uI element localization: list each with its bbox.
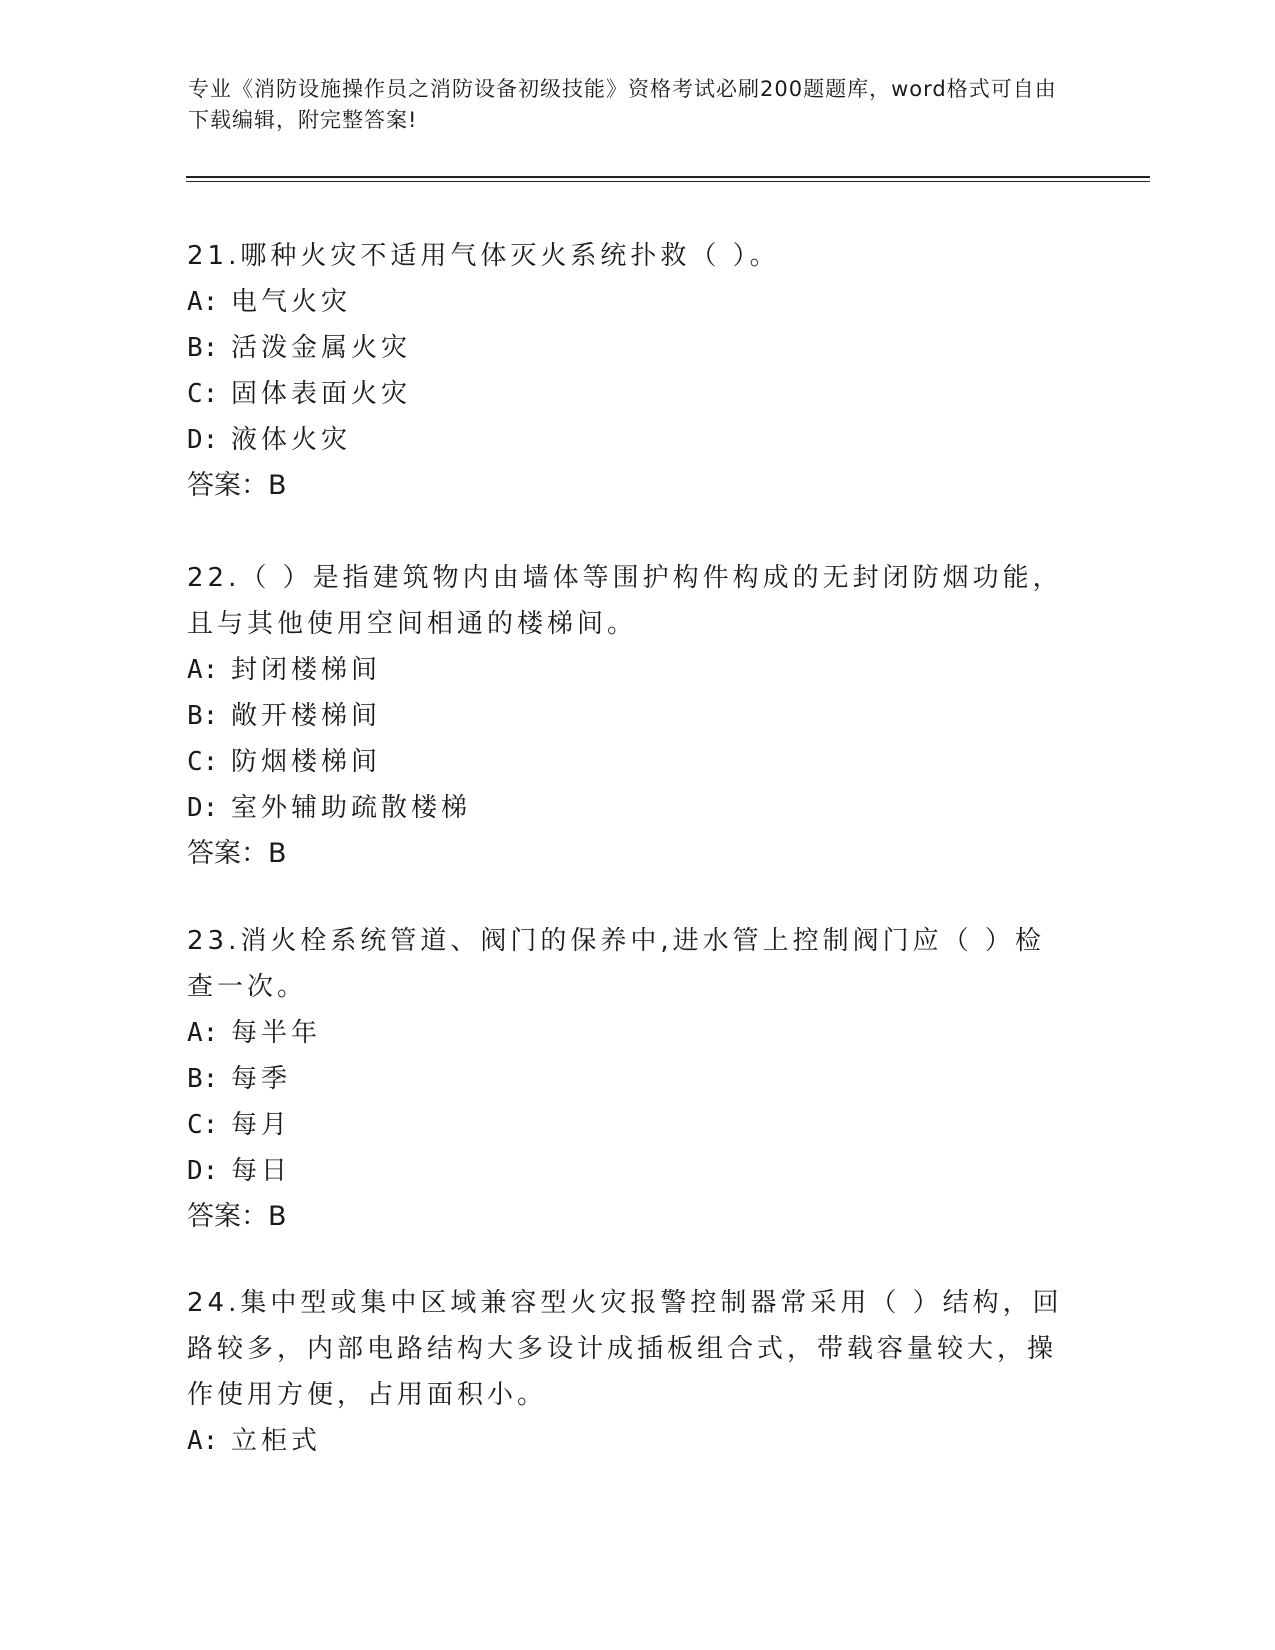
option-a [187, 1418, 1067, 1464]
option-text: 电气火灾 [231, 287, 352, 317]
option-text: 每季 [231, 1064, 292, 1094]
option-c [187, 1102, 1067, 1148]
option-text: 敞开楼梯间 [231, 701, 382, 731]
question-stem: 21.哪种火灾不适用气体灭火系统扑救（ ）。 [187, 241, 780, 271]
option-text: 每半年 [231, 1018, 322, 1048]
option-letter: D: [187, 425, 219, 455]
question-21 [187, 233, 1067, 509]
option-a [187, 279, 1067, 325]
option-text: 每日 [231, 1156, 292, 1186]
question-stem: 22.（ ）是指建筑物内由墙体等围护构件构成的无封闭防烟功能，且与其他使用空间相通的楼梯间。 [187, 563, 1063, 639]
answer-line: 答案：B [187, 470, 287, 501]
question-22 [187, 555, 1067, 877]
option-b [187, 1056, 1067, 1102]
option-letter: A: [187, 1426, 219, 1456]
option-c [187, 371, 1067, 417]
option-a [187, 647, 1067, 693]
option-letter: A: [187, 655, 219, 685]
question-23 [187, 918, 1067, 1240]
option-letter: A: [187, 287, 219, 317]
option-text: 固体表面火灾 [231, 379, 412, 409]
option-text: 液体火灾 [231, 425, 352, 455]
option-letter: A: [187, 1018, 219, 1048]
question-24 [187, 1280, 1067, 1464]
option-c [187, 739, 1067, 785]
option-text: 活泼金属火灾 [231, 333, 412, 363]
option-d [187, 1148, 1067, 1194]
option-letter: C: [187, 1110, 219, 1140]
answer-line: 答案：B [187, 838, 287, 869]
option-b [187, 693, 1067, 739]
option-letter: D: [187, 793, 219, 823]
option-letter: D: [187, 1156, 219, 1186]
option-d [187, 417, 1067, 463]
option-text: 立柜式 [231, 1426, 322, 1456]
header-divider [186, 176, 1150, 178]
question-stem: 23.消火栓系统管道、阀门的保养中,进水管上控制阀门应（ ）检查一次。 [187, 926, 1045, 1002]
option-letter: B: [187, 1064, 219, 1094]
document-header: 专业《消防设施操作员之消防设备初级技能》资格考试必刷200题题库，word格式可自由下载编辑，附完整答案! [188, 77, 1057, 132]
answer-line: 答案：B [187, 1201, 287, 1232]
option-letter: C: [187, 747, 219, 777]
option-text: 防烟楼梯间 [231, 747, 382, 777]
question-stem: 24.集中型或集中区域兼容型火灾报警控制器常采用（ ）结构，回路较多，内部电路结构大多设计成插板组合式，带载容量较大，操作使用方便，占用面积小。 [187, 1288, 1063, 1410]
option-text: 封闭楼梯间 [231, 655, 382, 685]
option-letter: B: [187, 701, 219, 731]
option-letter: C: [187, 379, 219, 409]
option-letter: B: [187, 333, 219, 363]
header-divider-thin [186, 181, 1150, 182]
option-text: 室外辅助疏散楼梯 [231, 793, 472, 823]
option-a [187, 1010, 1067, 1056]
option-b [187, 325, 1067, 371]
option-text: 每月 [231, 1110, 292, 1140]
option-d [187, 785, 1067, 831]
